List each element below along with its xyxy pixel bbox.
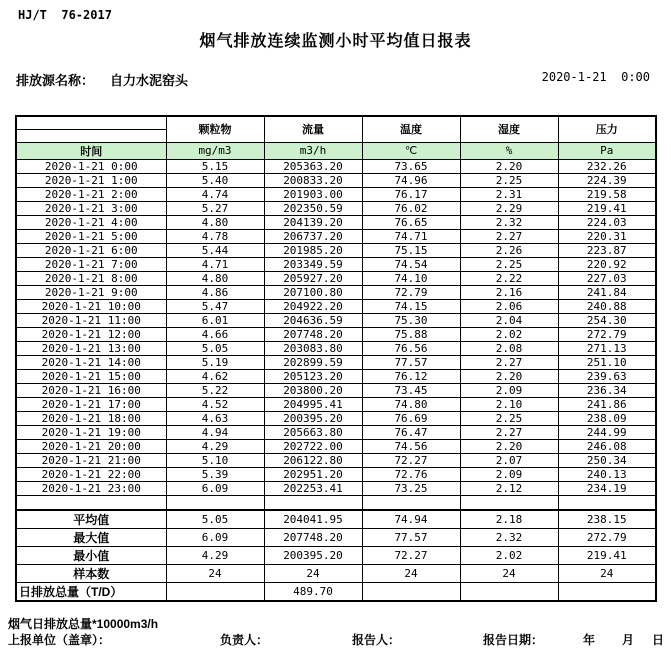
summary-value-cell: 24 bbox=[460, 565, 558, 583]
value-cell: 4.71 bbox=[166, 257, 264, 271]
value-cell: 4.78 bbox=[166, 229, 264, 243]
empty-cell bbox=[362, 495, 460, 510]
table-row bbox=[16, 313, 656, 327]
unit-row bbox=[16, 142, 656, 159]
table-row bbox=[16, 159, 656, 173]
time-cell: 2020-1-21 14:00 bbox=[16, 355, 166, 369]
time-cell: 2020-1-21 18:00 bbox=[16, 411, 166, 425]
time-cell: 2020-1-21 11:00 bbox=[16, 313, 166, 327]
summary-value-cell: 24 bbox=[558, 565, 656, 583]
value-cell: 4.29 bbox=[166, 439, 264, 453]
total-emission-note: 烟气日排放总量*10000m3/h bbox=[8, 617, 159, 631]
value-cell: 238.09 bbox=[558, 411, 656, 425]
summary-value-cell: 2.32 bbox=[460, 529, 558, 547]
standard-code: HJ/T 76-2017 bbox=[18, 8, 112, 22]
value-cell: 205927.20 bbox=[264, 271, 362, 285]
value-cell: 72.27 bbox=[362, 453, 460, 467]
value-cell: 2.25 bbox=[460, 411, 558, 425]
summary-label: 最小值 bbox=[16, 547, 166, 565]
time-cell: 2020-1-21 2:00 bbox=[16, 187, 166, 201]
empty-cell bbox=[558, 495, 656, 510]
value-cell: 246.08 bbox=[558, 439, 656, 453]
header-corner-bottom-cell bbox=[16, 129, 166, 142]
reporter-label: 报告人： bbox=[352, 633, 401, 647]
summary-rows bbox=[16, 510, 656, 601]
value-cell: 254.30 bbox=[558, 313, 656, 327]
value-cell: 224.03 bbox=[558, 215, 656, 229]
value-cell: 2.06 bbox=[460, 299, 558, 313]
summary-value-cell: 72.27 bbox=[362, 547, 460, 565]
table-row bbox=[16, 285, 656, 299]
value-cell: 2.09 bbox=[460, 467, 558, 481]
value-cell: 4.80 bbox=[166, 271, 264, 285]
value-cell: 75.88 bbox=[362, 327, 460, 341]
value-cell: 74.10 bbox=[362, 271, 460, 285]
value-cell: 2.27 bbox=[460, 355, 558, 369]
summary-label: 样本数 bbox=[16, 565, 166, 583]
value-cell: 5.47 bbox=[166, 299, 264, 313]
year-label: 年 bbox=[583, 633, 596, 647]
value-cell: 272.79 bbox=[558, 327, 656, 341]
empty-cell bbox=[166, 495, 264, 510]
value-cell: 74.54 bbox=[362, 257, 460, 271]
value-cell: 73.65 bbox=[362, 159, 460, 173]
value-cell: 6.09 bbox=[166, 481, 264, 495]
value-cell: 202951.20 bbox=[264, 467, 362, 481]
summary-row bbox=[16, 529, 656, 547]
value-cell: 72.76 bbox=[362, 467, 460, 481]
table-header bbox=[16, 116, 656, 159]
value-cell: 271.13 bbox=[558, 341, 656, 355]
summary-value-cell bbox=[166, 583, 264, 602]
unit-temperature: ℃ bbox=[362, 142, 460, 159]
report-table bbox=[15, 115, 657, 602]
time-column-header: 时间 bbox=[16, 142, 166, 159]
summary-label: 日排放总量（T/D） bbox=[16, 583, 166, 602]
responsible-person-label: 负责人： bbox=[220, 633, 269, 647]
value-cell: 204139.20 bbox=[264, 215, 362, 229]
table-row bbox=[16, 467, 656, 481]
hourly-rows bbox=[16, 159, 656, 510]
value-cell: 4.74 bbox=[166, 187, 264, 201]
value-cell: 250.34 bbox=[558, 453, 656, 467]
table-row bbox=[16, 355, 656, 369]
value-cell: 4.94 bbox=[166, 425, 264, 439]
table-row bbox=[16, 187, 656, 201]
summary-value-cell: 6.09 bbox=[166, 529, 264, 547]
value-cell: 74.71 bbox=[362, 229, 460, 243]
value-cell: 241.84 bbox=[558, 285, 656, 299]
summary-value-cell: 200395.20 bbox=[264, 547, 362, 565]
value-cell: 2.02 bbox=[460, 327, 558, 341]
summary-row bbox=[16, 510, 656, 529]
value-cell: 223.87 bbox=[558, 243, 656, 257]
value-cell: 207748.20 bbox=[264, 327, 362, 341]
value-cell: 76.47 bbox=[362, 425, 460, 439]
report-datetime: 2020-1-21 0:00 bbox=[541, 70, 650, 84]
value-cell: 76.17 bbox=[362, 187, 460, 201]
summary-value-cell: 2.18 bbox=[460, 510, 558, 529]
month-label: 月 bbox=[622, 633, 635, 647]
time-cell: 2020-1-21 4:00 bbox=[16, 215, 166, 229]
table-row bbox=[16, 271, 656, 285]
value-cell: 232.26 bbox=[558, 159, 656, 173]
value-cell: 204995.41 bbox=[264, 397, 362, 411]
value-cell: 244.99 bbox=[558, 425, 656, 439]
value-cell: 74.56 bbox=[362, 439, 460, 453]
time-cell: 2020-1-21 8:00 bbox=[16, 271, 166, 285]
value-cell: 224.39 bbox=[558, 173, 656, 187]
value-cell: 2.32 bbox=[460, 215, 558, 229]
table-row bbox=[16, 411, 656, 425]
value-cell: 4.52 bbox=[166, 397, 264, 411]
value-cell: 2.08 bbox=[460, 341, 558, 355]
summary-value-cell: 77.57 bbox=[362, 529, 460, 547]
value-cell: 5.40 bbox=[166, 173, 264, 187]
unit-flow: m3/h bbox=[264, 142, 362, 159]
unit-particulate: mg/m3 bbox=[166, 142, 264, 159]
value-cell: 5.39 bbox=[166, 467, 264, 481]
value-cell: 206122.80 bbox=[264, 453, 362, 467]
time-cell: 2020-1-21 9:00 bbox=[16, 285, 166, 299]
value-cell: 206737.20 bbox=[264, 229, 362, 243]
value-cell: 74.80 bbox=[362, 397, 460, 411]
value-cell: 5.44 bbox=[166, 243, 264, 257]
time-cell: 2020-1-21 19:00 bbox=[16, 425, 166, 439]
value-cell: 2.27 bbox=[460, 425, 558, 439]
emission-source-name: 自力水泥窑头 bbox=[110, 73, 189, 88]
value-cell: 219.41 bbox=[558, 201, 656, 215]
value-cell: 2.12 bbox=[460, 481, 558, 495]
summary-value-cell: 489.70 bbox=[264, 583, 362, 602]
value-cell: 234.19 bbox=[558, 481, 656, 495]
column-header-particulate: 颗粒物 bbox=[166, 116, 264, 142]
value-cell: 76.12 bbox=[362, 369, 460, 383]
value-cell: 202722.00 bbox=[264, 439, 362, 453]
unit-pressure: Pa bbox=[558, 142, 656, 159]
value-cell: 2.04 bbox=[460, 313, 558, 327]
value-cell: 204636.59 bbox=[264, 313, 362, 327]
value-cell: 73.25 bbox=[362, 481, 460, 495]
value-cell: 204922.20 bbox=[264, 299, 362, 313]
table-row bbox=[16, 215, 656, 229]
summary-value-cell: 2.02 bbox=[460, 547, 558, 565]
column-header-flow: 流量 bbox=[264, 116, 362, 142]
time-cell: 2020-1-21 20:00 bbox=[16, 439, 166, 453]
table-row bbox=[16, 369, 656, 383]
table-row bbox=[16, 425, 656, 439]
summary-value-cell: 4.29 bbox=[166, 547, 264, 565]
value-cell: 5.27 bbox=[166, 201, 264, 215]
time-cell: 2020-1-21 15:00 bbox=[16, 369, 166, 383]
value-cell: 201985.20 bbox=[264, 243, 362, 257]
value-cell: 5.19 bbox=[166, 355, 264, 369]
table-row bbox=[16, 453, 656, 467]
value-cell: 251.10 bbox=[558, 355, 656, 369]
column-header-humidity: 湿度 bbox=[460, 116, 558, 142]
value-cell: 2.25 bbox=[460, 173, 558, 187]
value-cell: 219.58 bbox=[558, 187, 656, 201]
summary-value-cell bbox=[558, 583, 656, 602]
header-corner-top-cell bbox=[16, 116, 166, 129]
value-cell: 76.69 bbox=[362, 411, 460, 425]
time-cell: 2020-1-21 1:00 bbox=[16, 173, 166, 187]
value-cell: 2.20 bbox=[460, 439, 558, 453]
time-cell: 2020-1-21 22:00 bbox=[16, 467, 166, 481]
value-cell: 240.88 bbox=[558, 299, 656, 313]
report-date-label: 报告日期： bbox=[483, 633, 544, 647]
value-cell: 2.16 bbox=[460, 285, 558, 299]
table-row bbox=[16, 299, 656, 313]
summary-value-cell: 74.94 bbox=[362, 510, 460, 529]
time-cell: 2020-1-21 17:00 bbox=[16, 397, 166, 411]
value-cell: 77.57 bbox=[362, 355, 460, 369]
time-cell: 2020-1-21 7:00 bbox=[16, 257, 166, 271]
value-cell: 220.92 bbox=[558, 257, 656, 271]
time-cell: 2020-1-21 6:00 bbox=[16, 243, 166, 257]
value-cell: 5.15 bbox=[166, 159, 264, 173]
table-row bbox=[16, 439, 656, 453]
value-cell: 236.34 bbox=[558, 383, 656, 397]
unit-humidity: % bbox=[460, 142, 558, 159]
value-cell: 241.86 bbox=[558, 397, 656, 411]
summary-row bbox=[16, 547, 656, 565]
value-cell: 4.80 bbox=[166, 215, 264, 229]
time-cell: 2020-1-21 3:00 bbox=[16, 201, 166, 215]
value-cell: 203800.20 bbox=[264, 383, 362, 397]
value-cell: 203083.80 bbox=[264, 341, 362, 355]
header-row-top bbox=[16, 116, 656, 129]
emission-source-label: 排放源名称： bbox=[16, 73, 95, 88]
value-cell: 205363.20 bbox=[264, 159, 362, 173]
table-row bbox=[16, 383, 656, 397]
empty-cell bbox=[16, 495, 166, 510]
day-label: 日 bbox=[652, 633, 665, 647]
value-cell: 239.63 bbox=[558, 369, 656, 383]
value-cell: 6.01 bbox=[166, 313, 264, 327]
value-cell: 2.27 bbox=[460, 229, 558, 243]
value-cell: 2.31 bbox=[460, 187, 558, 201]
summary-value-cell: 24 bbox=[264, 565, 362, 583]
summary-row bbox=[16, 565, 656, 583]
table-row bbox=[16, 341, 656, 355]
summary-value-cell: 272.79 bbox=[558, 529, 656, 547]
empty-cell bbox=[264, 495, 362, 510]
value-cell: 74.96 bbox=[362, 173, 460, 187]
value-cell: 205123.20 bbox=[264, 369, 362, 383]
value-cell: 220.31 bbox=[558, 229, 656, 243]
value-cell: 5.22 bbox=[166, 383, 264, 397]
value-cell: 240.13 bbox=[558, 467, 656, 481]
table-row bbox=[16, 201, 656, 215]
summary-value-cell: 207748.20 bbox=[264, 529, 362, 547]
value-cell: 205663.80 bbox=[264, 425, 362, 439]
value-cell: 2.10 bbox=[460, 397, 558, 411]
table-row bbox=[16, 243, 656, 257]
summary-row bbox=[16, 583, 656, 602]
table-row bbox=[16, 173, 656, 187]
value-cell: 2.20 bbox=[460, 369, 558, 383]
value-cell: 2.07 bbox=[460, 453, 558, 467]
value-cell: 5.05 bbox=[166, 341, 264, 355]
value-cell: 2.26 bbox=[460, 243, 558, 257]
page-title: 烟气排放连续监测小时平均值日报表 bbox=[199, 33, 472, 50]
time-cell: 2020-1-21 21:00 bbox=[16, 453, 166, 467]
value-cell: 72.79 bbox=[362, 285, 460, 299]
table-row bbox=[16, 397, 656, 411]
value-cell: 202350.59 bbox=[264, 201, 362, 215]
value-cell: 200833.20 bbox=[264, 173, 362, 187]
value-cell: 76.02 bbox=[362, 201, 460, 215]
column-header-temperature: 温度 bbox=[362, 116, 460, 142]
value-cell: 75.15 bbox=[362, 243, 460, 257]
time-cell: 2020-1-21 0:00 bbox=[16, 159, 166, 173]
value-cell: 202899.59 bbox=[264, 355, 362, 369]
empty-cell bbox=[460, 495, 558, 510]
value-cell: 203349.59 bbox=[264, 257, 362, 271]
emission-source-row bbox=[16, 70, 188, 89]
value-cell: 227.03 bbox=[558, 271, 656, 285]
time-cell: 2020-1-21 12:00 bbox=[16, 327, 166, 341]
value-cell: 76.56 bbox=[362, 341, 460, 355]
table-row bbox=[16, 229, 656, 243]
value-cell: 201903.00 bbox=[264, 187, 362, 201]
value-cell: 5.10 bbox=[166, 453, 264, 467]
summary-value-cell: 238.15 bbox=[558, 510, 656, 529]
time-cell: 2020-1-21 5:00 bbox=[16, 229, 166, 243]
reporting-unit-label: 上报单位（盖章）： bbox=[8, 633, 111, 647]
table-row bbox=[16, 257, 656, 271]
spacer-row bbox=[16, 495, 656, 510]
value-cell: 200395.20 bbox=[264, 411, 362, 425]
value-cell: 2.20 bbox=[460, 159, 558, 173]
value-cell: 75.30 bbox=[362, 313, 460, 327]
value-cell: 2.29 bbox=[460, 201, 558, 215]
time-cell: 2020-1-21 10:00 bbox=[16, 299, 166, 313]
summary-label: 最大值 bbox=[16, 529, 166, 547]
summary-value-cell: 24 bbox=[362, 565, 460, 583]
value-cell: 73.45 bbox=[362, 383, 460, 397]
time-cell: 2020-1-21 16:00 bbox=[16, 383, 166, 397]
value-cell: 2.25 bbox=[460, 257, 558, 271]
summary-label: 平均值 bbox=[16, 510, 166, 529]
value-cell: 4.66 bbox=[166, 327, 264, 341]
value-cell: 207100.80 bbox=[264, 285, 362, 299]
time-cell: 2020-1-21 13:00 bbox=[16, 341, 166, 355]
summary-value-cell bbox=[460, 583, 558, 602]
summary-value-cell: 219.41 bbox=[558, 547, 656, 565]
value-cell: 2.22 bbox=[460, 271, 558, 285]
value-cell: 74.15 bbox=[362, 299, 460, 313]
time-cell: 2020-1-21 23:00 bbox=[16, 481, 166, 495]
table-row bbox=[16, 481, 656, 495]
value-cell: 2.09 bbox=[460, 383, 558, 397]
summary-value-cell bbox=[362, 583, 460, 602]
value-cell: 4.62 bbox=[166, 369, 264, 383]
table-row bbox=[16, 327, 656, 341]
summary-value-cell: 204041.95 bbox=[264, 510, 362, 529]
value-cell: 4.86 bbox=[166, 285, 264, 299]
summary-value-cell: 24 bbox=[166, 565, 264, 583]
summary-value-cell: 5.05 bbox=[166, 510, 264, 529]
value-cell: 202253.41 bbox=[264, 481, 362, 495]
value-cell: 76.65 bbox=[362, 215, 460, 229]
column-header-pressure: 压力 bbox=[558, 116, 656, 142]
value-cell: 4.63 bbox=[166, 411, 264, 425]
